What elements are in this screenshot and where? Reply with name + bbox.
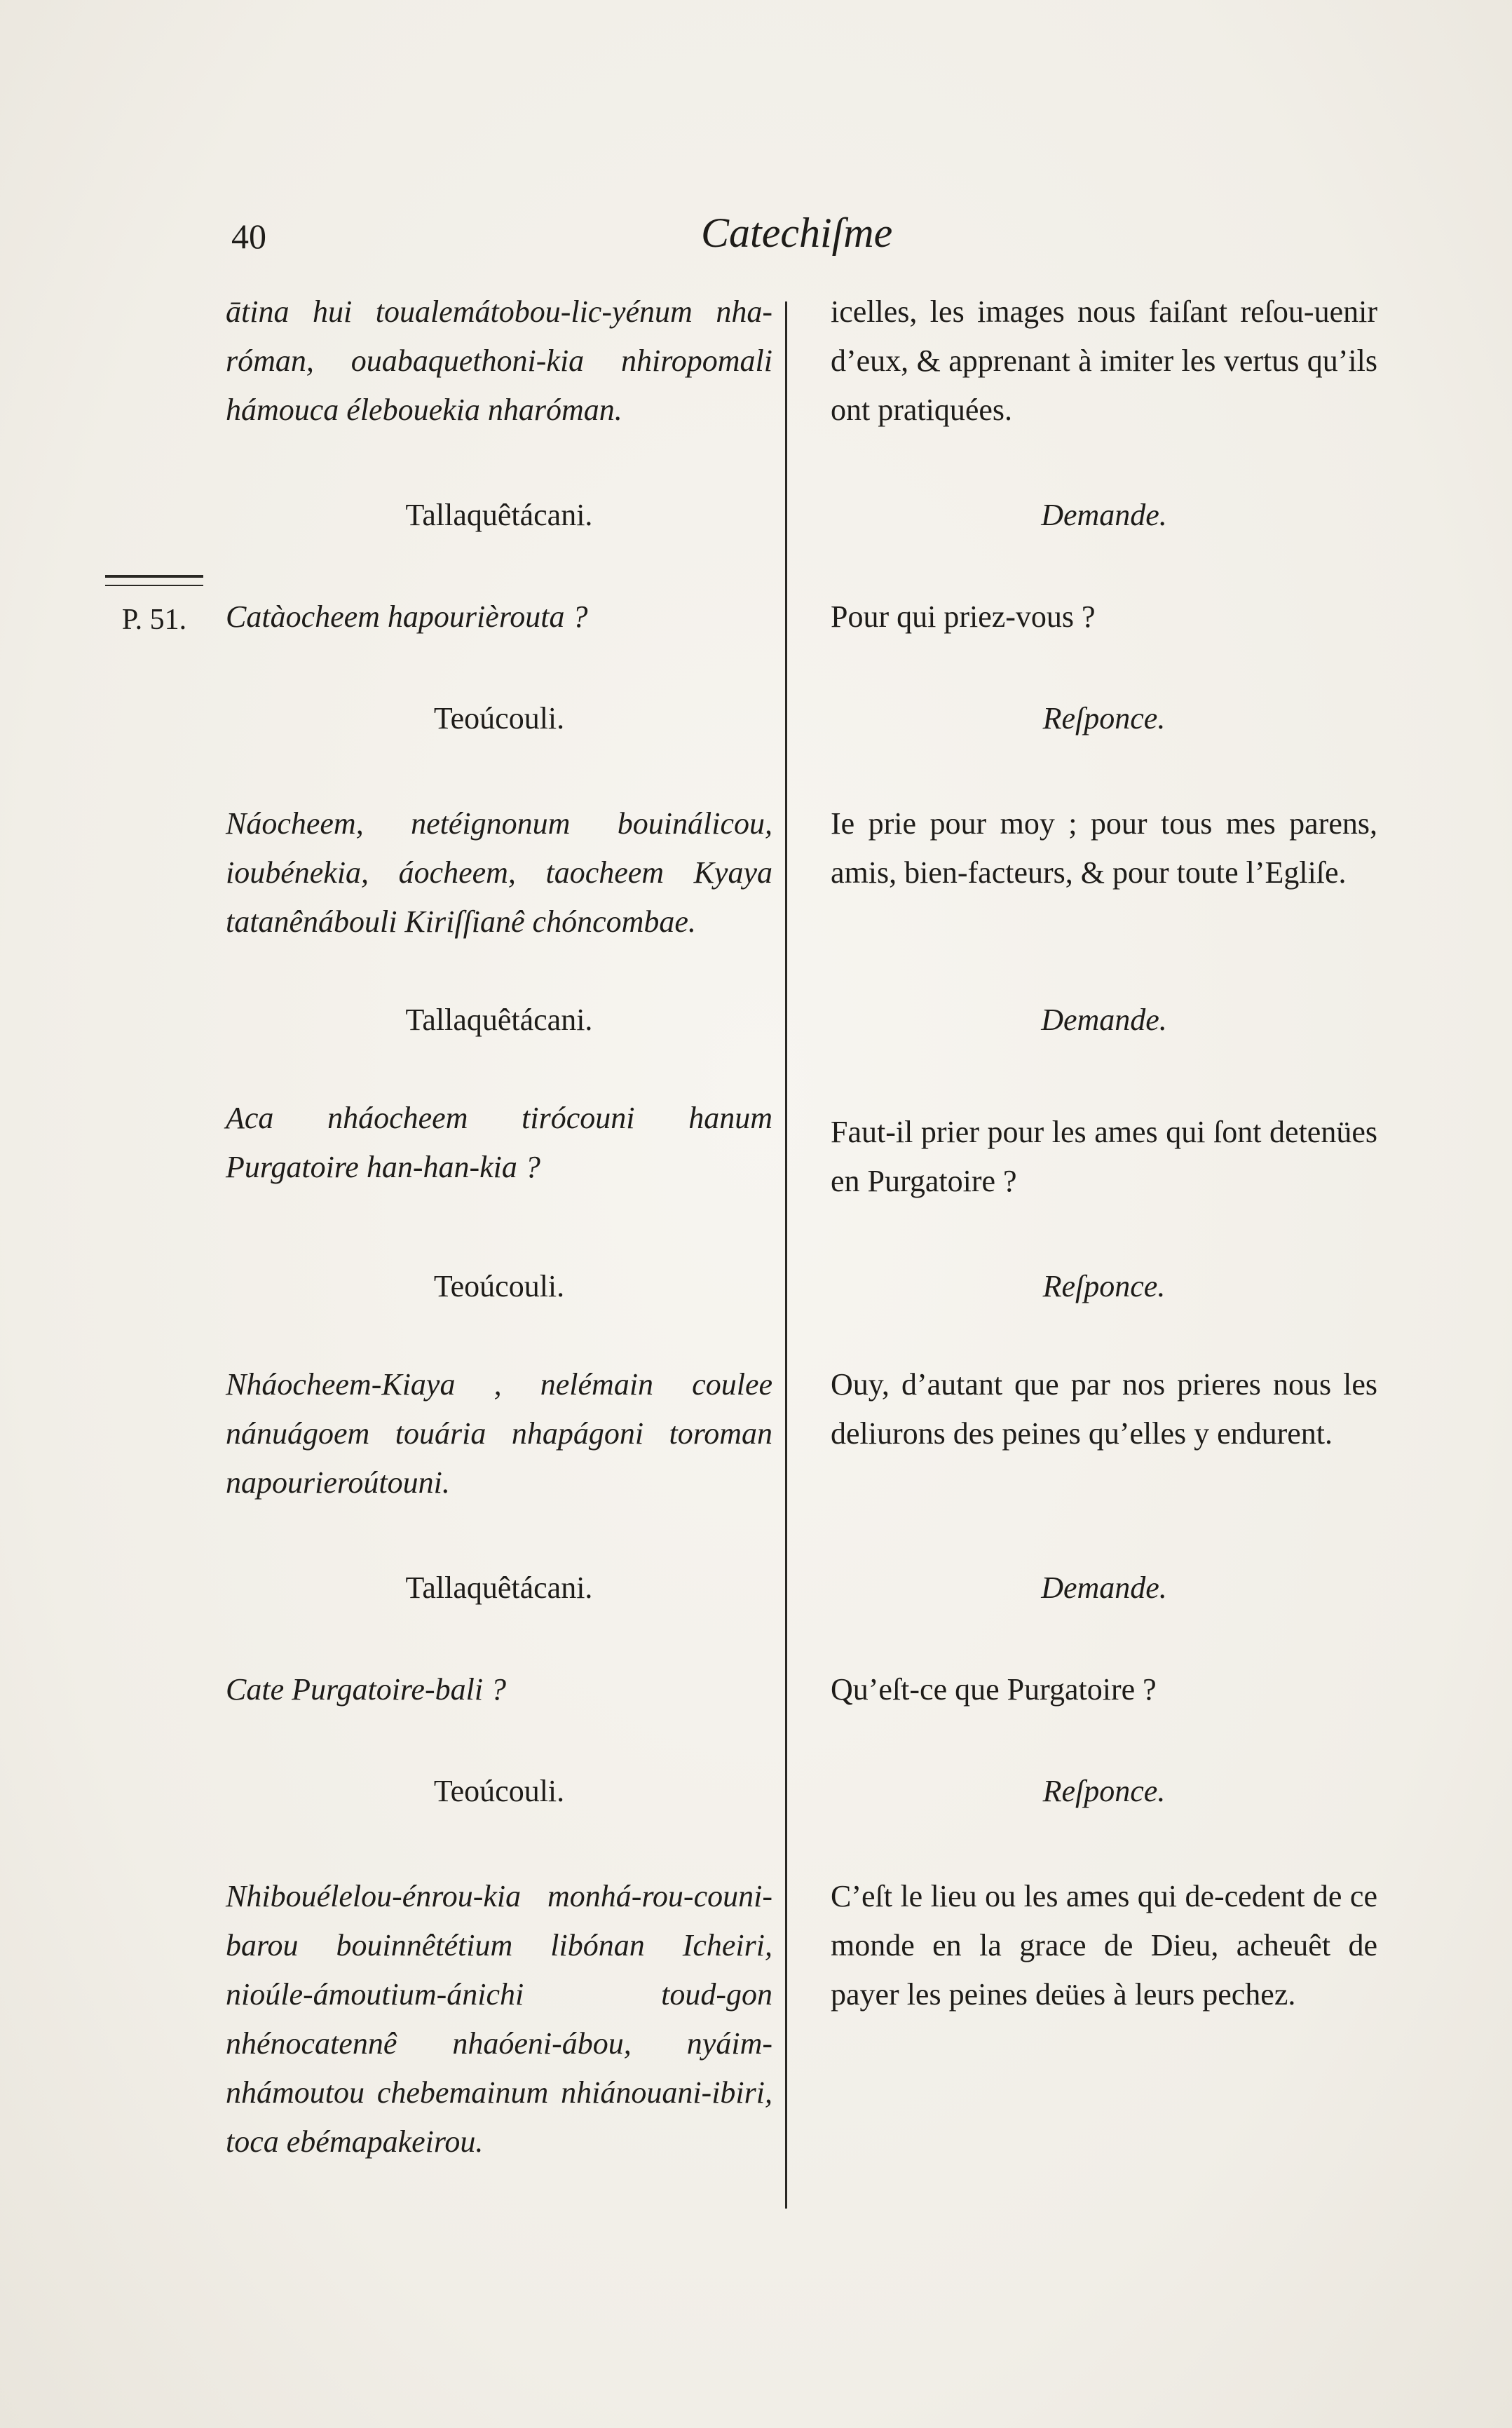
carib-label-question: Tallaquêtácani. (405, 1003, 593, 1037)
french-label-question: Demande. (1041, 1571, 1167, 1605)
margin-reference-text: P. 51. (121, 604, 187, 636)
page-header (0, 209, 1512, 265)
french-label-question: Demande. (1041, 498, 1167, 532)
margin-rule-thin (105, 585, 203, 586)
carib-label-answer: Teoúcouli. (433, 1774, 565, 1808)
french-question: Faut-il prier pour les ames qui ſont detenües en Purgatoire ? (831, 1115, 1377, 1198)
carib-answer: Nhibouélelou-énrou-kia monhá-rou-couni-barou bouinnêtétium libónan Icheiri, nioúle-ámoutium-ánichi toud-gon nhénocatennê nhaóeni-ábou, nyáim-nhámoutou chebemainum nhiánouani-ibiri, toca ebémapakeirou. (226, 1879, 772, 2159)
margin-reference (105, 575, 203, 639)
running-title: Catechiſme (701, 210, 893, 256)
carib-question: Catàocheem hapourièrouta ? (226, 599, 588, 634)
column-divider (785, 301, 787, 2209)
carib-question: Aca nháocheem tirócouni hanum Purgatoire han-han-kia ? (226, 1101, 772, 1184)
french-label-answer: Reſponce. (1042, 701, 1166, 735)
french-answer: C’eſt le lieu ou les ames qui de-cedent de ce monde en la grace de Dieu, acheuêt de payer les peines deües à leurs pechez. (831, 1879, 1377, 2012)
french-label-answer: Reſponce. (1042, 1774, 1166, 1808)
carib-paragraph: ātina hui toualemátobou-lic-yénum nha-róman, ouabaquethoni-kia nhiropomali hámouca élebouekia nharóman. (226, 294, 772, 427)
french-answer: Ie prie pour moy ; pour tous mes parens, amis, bien-facteurs, & pour toute l’Egliſe. (831, 806, 1377, 890)
carib-label-answer: Teoúcouli. (433, 701, 565, 735)
carib-label-question: Tallaquêtácani. (405, 1571, 593, 1605)
carib-label-question: Tallaquêtácani. (405, 498, 593, 532)
french-question: Qu’eſt-ce que Purgatoire ? (831, 1672, 1157, 1707)
french-paragraph: icelles, les images nous faiſant reſou-uenir d’eux, & apprenant à imiter les vertus qu’ils ont pratiquées. (831, 294, 1377, 427)
french-label-answer: Reſponce. (1042, 1269, 1166, 1303)
french-label-question: Demande. (1041, 1003, 1167, 1037)
carib-answer: Nháocheem-Kiaya , nelémain coulee nánuágoem touária nhapágoni toroman napourieroútouni. (226, 1367, 772, 1500)
margin-rule-thick (105, 575, 203, 578)
carib-answer: Náocheem, netéignonum bouinálicou, ioubénekia, áocheem, taocheem Kyaya tatanênábouli Kiriſſianê chóncombae. (226, 806, 772, 939)
carib-question: Cate Purgatoire-bali ? (226, 1672, 507, 1707)
carib-label-answer: Teoúcouli. (433, 1269, 565, 1303)
french-answer: Ouy, d’autant que par nos prieres nous les deliurons des peines qu’elles y endurent. (831, 1367, 1377, 1451)
page-number: 40 (231, 217, 266, 256)
french-question: Pour qui priez-vous ? (831, 599, 1096, 634)
